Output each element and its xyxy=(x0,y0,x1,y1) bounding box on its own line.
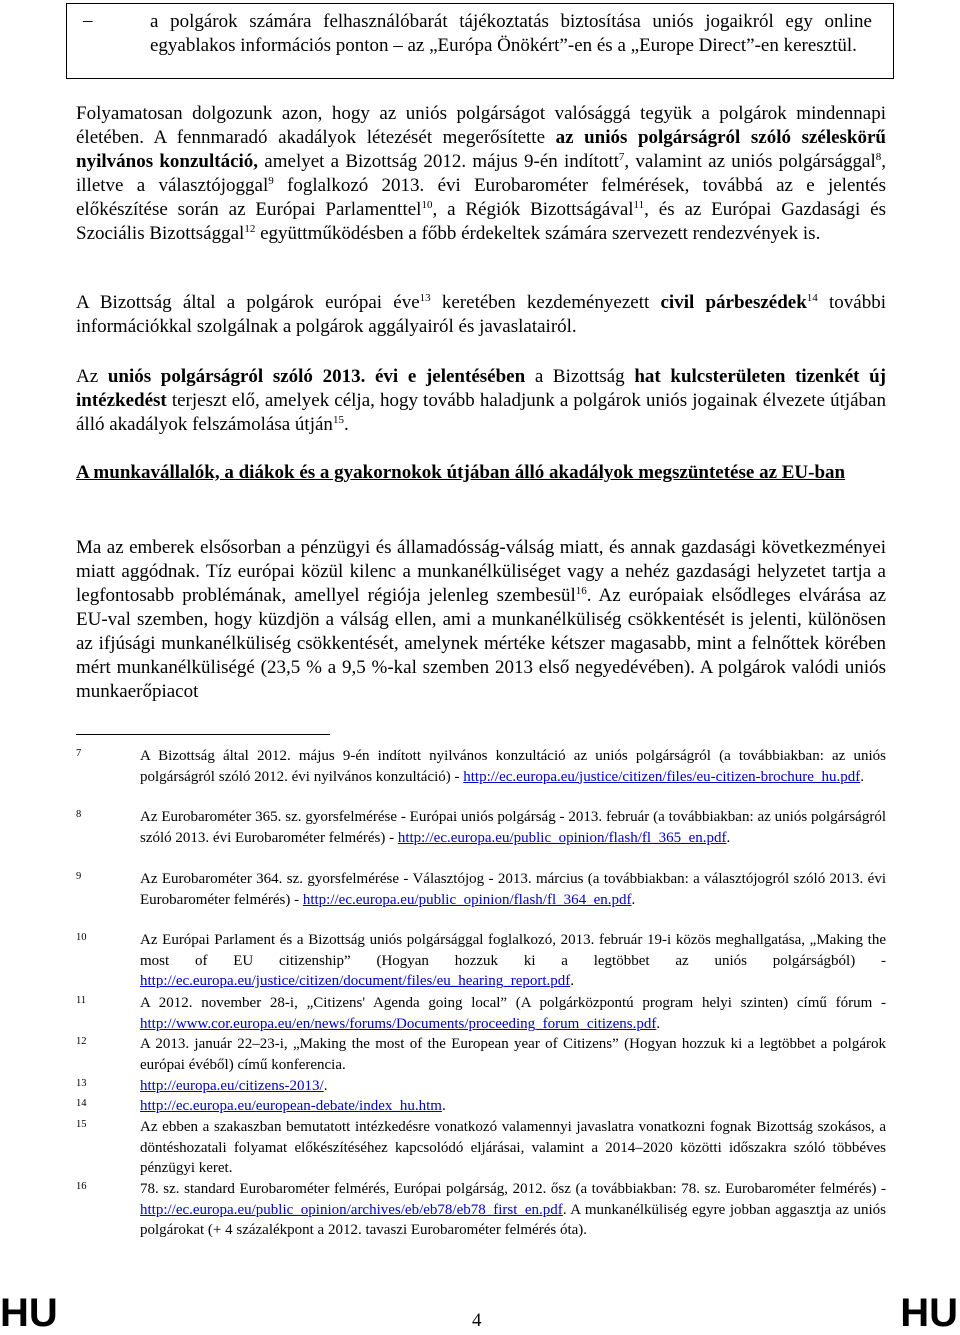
footnote-body: Az Európai Parlament és a Bizottság uniós polgársággal foglalkozó, 2013. február 19-i közös meghallgatása, „Making the most of EU citizenship” (Hogyan hozzuk ki a legtöbbet az uniós polgárságból) - xyxy=(140,932,886,969)
footnote-text xyxy=(140,1117,886,1179)
section-heading: A munkavállalók, a diákok és a gyakornokok útjában álló akadályok megszüntetése az EU-ban xyxy=(76,462,846,483)
footnote-link[interactable]: http://www.cor.europa.eu/en/news/forums/Documents/proceeding_forum_citizens.pdf xyxy=(140,1015,657,1032)
footnote-body: A Bizottság által 2012. május 9-én indított nyilvános konzultáció az uniós polgárságról (a továbbiakban: az uniós polgárságról szóló 2012. évi nyilvános konzultáció) - xyxy=(140,748,886,785)
footnote-ref[interactable]: 11 xyxy=(633,199,645,211)
p2-text: keretében kezdeményezett xyxy=(430,292,661,313)
footnote-text xyxy=(140,993,886,1034)
footnote-text xyxy=(140,869,886,910)
footnote-ref[interactable]: 7 xyxy=(618,151,625,163)
footnote-ref[interactable]: 9 xyxy=(268,175,274,187)
p3-text: terjeszt elő, amelyek célja, hogy tovább haladjunk a polgárok uniós jogainak élvezete útjában álló akadályok felszámolása útján xyxy=(76,390,886,435)
footnote-text xyxy=(140,1179,886,1241)
footnote-body: A 2013. január 22–23-i, „Making the most of the European year of Citizens” (Hogyan hozzuk ki a legtöbbet a polgárok európai évéből) című konferencia. xyxy=(140,1036,886,1073)
paragraph-3 xyxy=(76,365,886,437)
footnote-text xyxy=(140,807,886,848)
paragraph-1 xyxy=(76,102,886,246)
footnote-number: 10 xyxy=(76,932,87,943)
p1-text: Folyamatosan dolgozunk azon, hogy az uniós polgárságot valósággá tegyük a polgárok mindennapi életében. A fennmaradó akadályok létezését megerősítette xyxy=(76,103,886,148)
language-code-right: HU xyxy=(900,1291,958,1335)
footnote-body: Az Eurobarométer 364. sz. gyorsfelmérése - Választójog - 2013. március (a továbbiakban: a választójogról szóló 2013. évi Eurobarométer felmérés) - xyxy=(140,871,886,908)
paragraph-2 xyxy=(76,291,886,339)
footnote-text xyxy=(140,1034,886,1075)
p1-text: együttműködésben a főbb érdekeltek számára szervezett rendezvények is. xyxy=(255,223,821,244)
footnote-body: A 2012. november 28-i, „Citizens' Agenda going local” (A polgárközpontú program helyi szinten) című fórum - xyxy=(140,995,886,1011)
footnote-number: 11 xyxy=(76,995,87,1006)
p3-text: Az xyxy=(76,366,108,387)
footnote-link[interactable]: http://ec.europa.eu/justice/citizen/files/eu-citizen-brochure_hu.pdf xyxy=(463,768,861,785)
footnote-number: 14 xyxy=(76,1098,87,1109)
p4-text: . Az európaiak elsődleges elvárása az EU-val szemben, hogy küzdjön a válság ellen, ami a munkanélküliség csökkentését is jelenti, különösen az ifjúsági munkanélküliség csökkentését, amelynek mértéke kétszer magasabb, mint a felnőttek körében mért munkanélküliségé (23,5 % a 9,5 %-kal szemben 2013 első negyedévében). A polgárok valódi uniós munkaerőpiacot xyxy=(76,585,886,702)
p1-text: , valamint az uniós polgársággal xyxy=(624,151,876,172)
footnote-number: 16 xyxy=(76,1181,87,1192)
footnote-link[interactable]: http://ec.europa.eu/justice/citizen/document/files/eu_hearing_report.pdf xyxy=(140,973,571,989)
bullet-box xyxy=(66,3,894,79)
p3-bold: uniós polgárságról szóló 2013. évi e jelentésében xyxy=(107,366,526,387)
footnote-body: Az ebben a szakaszban bemutatott intézkedésre vonatkozó valamennyi javaslatra vonatkozni fognak Bizottság szokásos, a döntéshozatali folyamat előkészítéséhez kapcsolódó eljárásai, valamint a 2014–2020 közötti időszakra szóló többéves pénzügyi keret. xyxy=(140,1119,886,1176)
p4-text: Ma az emberek elsősorban a pénzügyi és államadósság-válság miatt, és annak gazdasági következményei miatt aggódnak. Tíz európai közül kilenc a munkanélküliséget vagy a nehéz gazdasági helyzetet tartja a legfontosabb problémának, amellyel régiója jelenleg szembesül xyxy=(76,537,886,606)
footnote-ref[interactable]: 10 xyxy=(421,199,433,211)
footnote-ref[interactable]: 12 xyxy=(244,223,256,235)
footnote-body: . xyxy=(631,891,636,908)
footnote-text xyxy=(140,930,886,992)
footnote-number: 12 xyxy=(76,1036,87,1047)
footnote-ref[interactable]: 16 xyxy=(575,585,587,597)
footnote-ref[interactable]: 8 xyxy=(875,151,882,163)
footnote-text xyxy=(140,1096,886,1117)
footnote-body: . xyxy=(860,768,864,785)
p3-bold: hat kulcsterületen tizenkét új intézkedést xyxy=(76,366,887,411)
p1-text: , a Régiók Bizottságával xyxy=(432,199,634,220)
p1-text: , és az Európai Gazdasági és Szociális Bizottsággal xyxy=(76,199,887,244)
footnote-number: 13 xyxy=(76,1078,87,1089)
p1-text: foglalkozó 2013. évi Eurobarométer felmérések, továbbá az e jelentés előkészítése során az Európai Parlamenttel xyxy=(76,175,886,220)
footnote-number: 8 xyxy=(76,809,82,820)
footnote-ref[interactable]: 15 xyxy=(332,414,344,426)
p1-text: , illetve a választójoggal xyxy=(76,151,886,196)
p3-text: a Bizottság xyxy=(525,366,635,387)
footnote-link[interactable]: http://ec.europa.eu/public_opinion/flash/fl_365_en.pdf xyxy=(397,829,727,846)
footnote-body: . xyxy=(323,1078,328,1094)
p3-text: . xyxy=(343,414,349,435)
bullet-dash: – xyxy=(83,10,93,31)
p1-bold: az uniós polgárságról szóló széleskörű nyilvános konzultáció, xyxy=(76,127,887,172)
footnote-link[interactable]: http://ec.europa.eu/public_opinion/flash/fl_364_en.pdf xyxy=(302,891,632,908)
language-code-left: HU xyxy=(0,1291,58,1335)
p2-bold: civil párbeszédek xyxy=(660,292,807,313)
page-number: 4 xyxy=(472,1310,482,1331)
p2-text: A Bizottság által a polgárok európai éve xyxy=(76,292,420,313)
footnote-body: . xyxy=(441,1098,446,1114)
footnote-number: 7 xyxy=(76,748,82,759)
footnote-body: . xyxy=(570,973,575,989)
footnote-link[interactable]: http://ec.europa.eu/european-debate/index_hu.htm xyxy=(140,1098,442,1114)
bullet-text: a polgárok számára felhasználóbarát tájékoztatás biztosítása uniós jogaikról egy online egyablakos információs ponton – az „Európa Önökért”-en és a „Europe Direct”-en keresztül. xyxy=(150,11,872,56)
footnote-separator xyxy=(76,734,330,735)
footnote-body: 78. sz. standard Eurobarométer felmérés, Európai polgárság, 2012. ősz (a továbbiakban: 78. sz. Eurobarométer felmérés) - xyxy=(140,1181,886,1197)
footnote-body: Az Eurobarométer 365. sz. gyorsfelmérése - Európai uniós polgárság - 2013. február (a továbbiakban: az uniós polgárságról szóló 2013. évi Eurobarométer felmérés) - xyxy=(140,809,886,846)
footnote-text xyxy=(140,746,886,787)
footnote-number: 9 xyxy=(76,871,82,882)
footnote-text xyxy=(140,1076,886,1097)
footnote-ref[interactable]: 14 xyxy=(806,292,818,304)
paragraph-4 xyxy=(76,536,886,704)
p1-text: amelyet a Bizottság 2012. május 9-én indított xyxy=(258,151,619,172)
footnote-link[interactable]: http://europa.eu/citizens-2013/ xyxy=(140,1078,324,1094)
footnote-body: . xyxy=(656,1015,661,1032)
p2-text: további információkkal szolgálnak a polgárok aggályairól és javaslatairól. xyxy=(76,292,886,337)
footnote-link[interactable]: http://ec.europa.eu/public_opinion/archives/eb/eb78/eb78_first_en.pdf xyxy=(140,1201,563,1218)
footnote-ref[interactable]: 13 xyxy=(419,292,431,304)
footnote-body: . A munkanélküliség egyre jobban aggasztja az uniós polgárokat (+ 4 százalékpont a 2012. tavaszi Eurobarométer felmérés óta). xyxy=(140,1201,886,1238)
footnote-number: 15 xyxy=(76,1119,87,1130)
footnote-body: . xyxy=(726,829,731,846)
